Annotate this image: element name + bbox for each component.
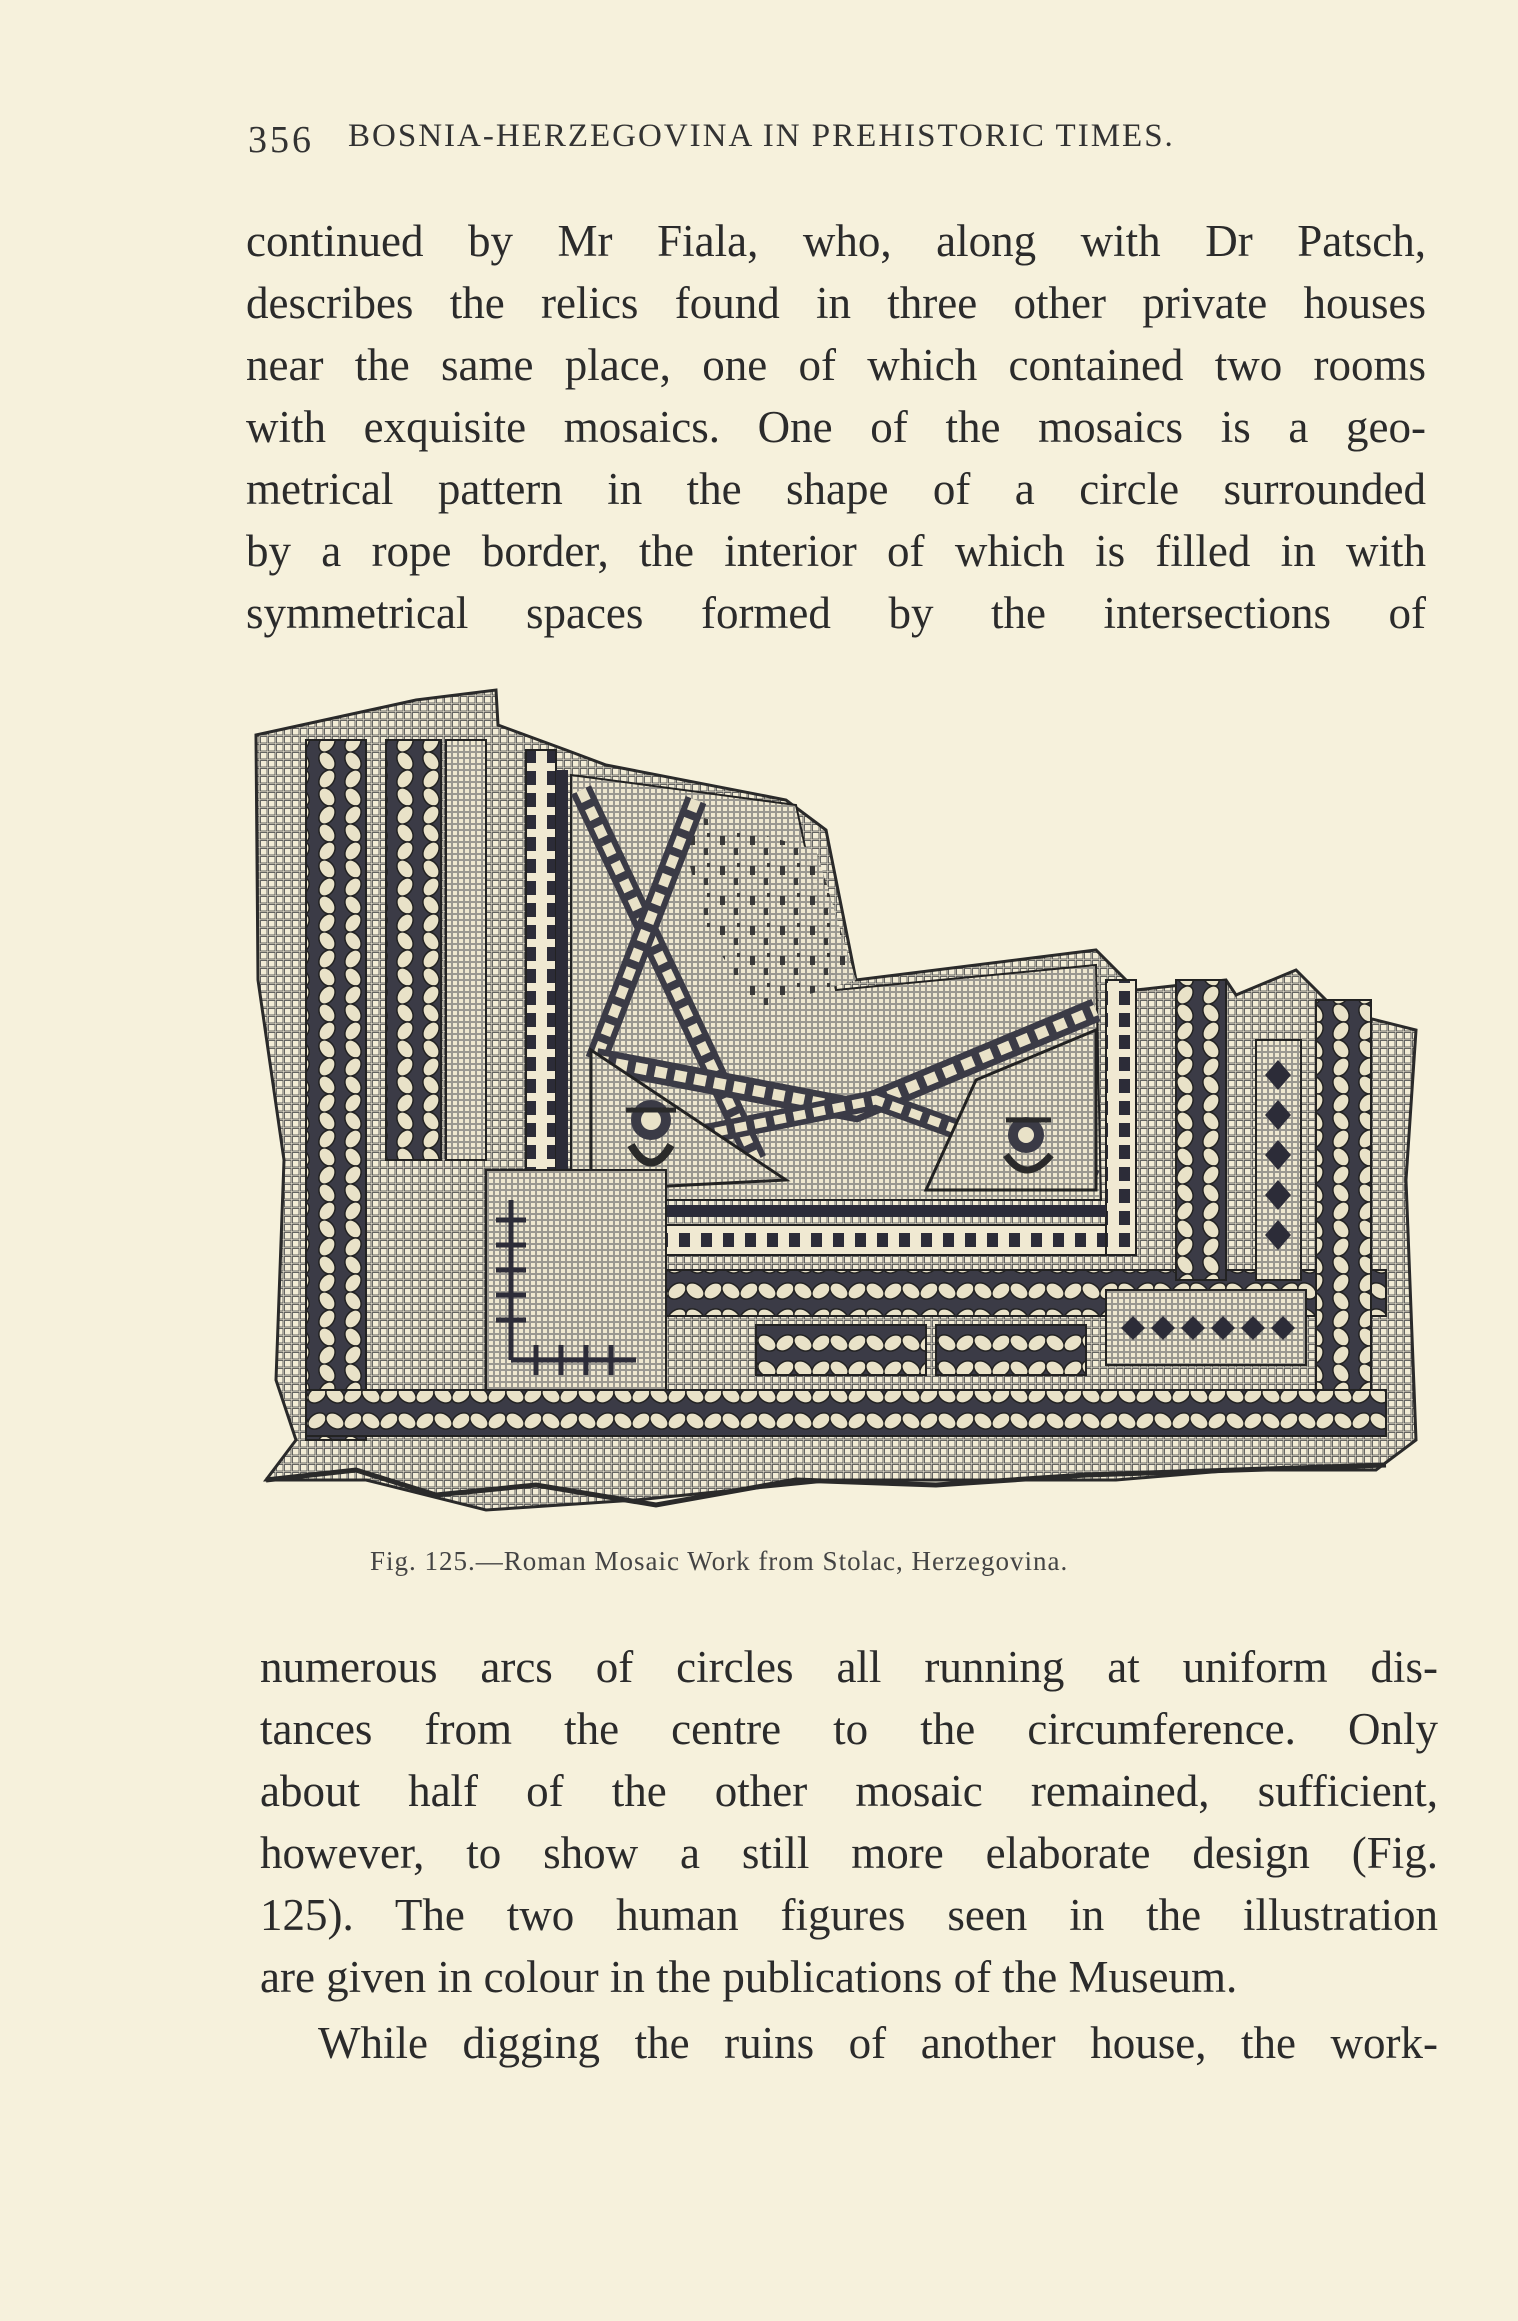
running-title: BOSNIA-HERZEGOVINA IN PREHISTORIC TIMES. (348, 118, 1175, 154)
text-line: by a rope border, the interior of which is filled in with (246, 526, 1426, 576)
running-head (248, 118, 1328, 162)
text-line: metrical pattern in the shape of a circle surrounded (246, 464, 1426, 514)
text-line: While digging the ruins of another house, the work- (318, 2018, 1438, 2068)
text-line: 125). The two human figures seen in the illustration (260, 1890, 1438, 1940)
text-line: symmetrical spaces formed by the intersections of (246, 588, 1426, 638)
text-line: are given in colour in the publications of the Museum. (260, 1952, 1238, 2002)
text-line: with exquisite mosaics. One of the mosaics is a geo- (246, 402, 1426, 452)
paragraph-1 (246, 210, 1426, 644)
text-line: about half of the other mosaic remained, sufficient, (260, 1766, 1438, 1816)
text-line: near the same place, one of which contained two rooms (246, 340, 1426, 390)
text-line: however, to show a still more elaborate design (Fig. (260, 1828, 1438, 1878)
paragraph-2 (260, 1636, 1438, 2008)
text-line: describes the relics found in three other private houses (246, 278, 1426, 328)
mosaic-illustration (236, 680, 1424, 1520)
figure-caption: Fig. 125.—Roman Mosaic Work from Stolac, Herzegovina. (370, 1546, 1069, 1576)
page-number: 356 (248, 119, 314, 161)
text-line: continued by Mr Fiala, who, along with Dr Patsch, (246, 216, 1426, 266)
text-line: tances from the centre to the circumference. Only (260, 1704, 1438, 1754)
text-line: numerous arcs of circles all running at uniform dis- (260, 1642, 1438, 1692)
paragraph-3 (318, 2012, 1438, 2074)
